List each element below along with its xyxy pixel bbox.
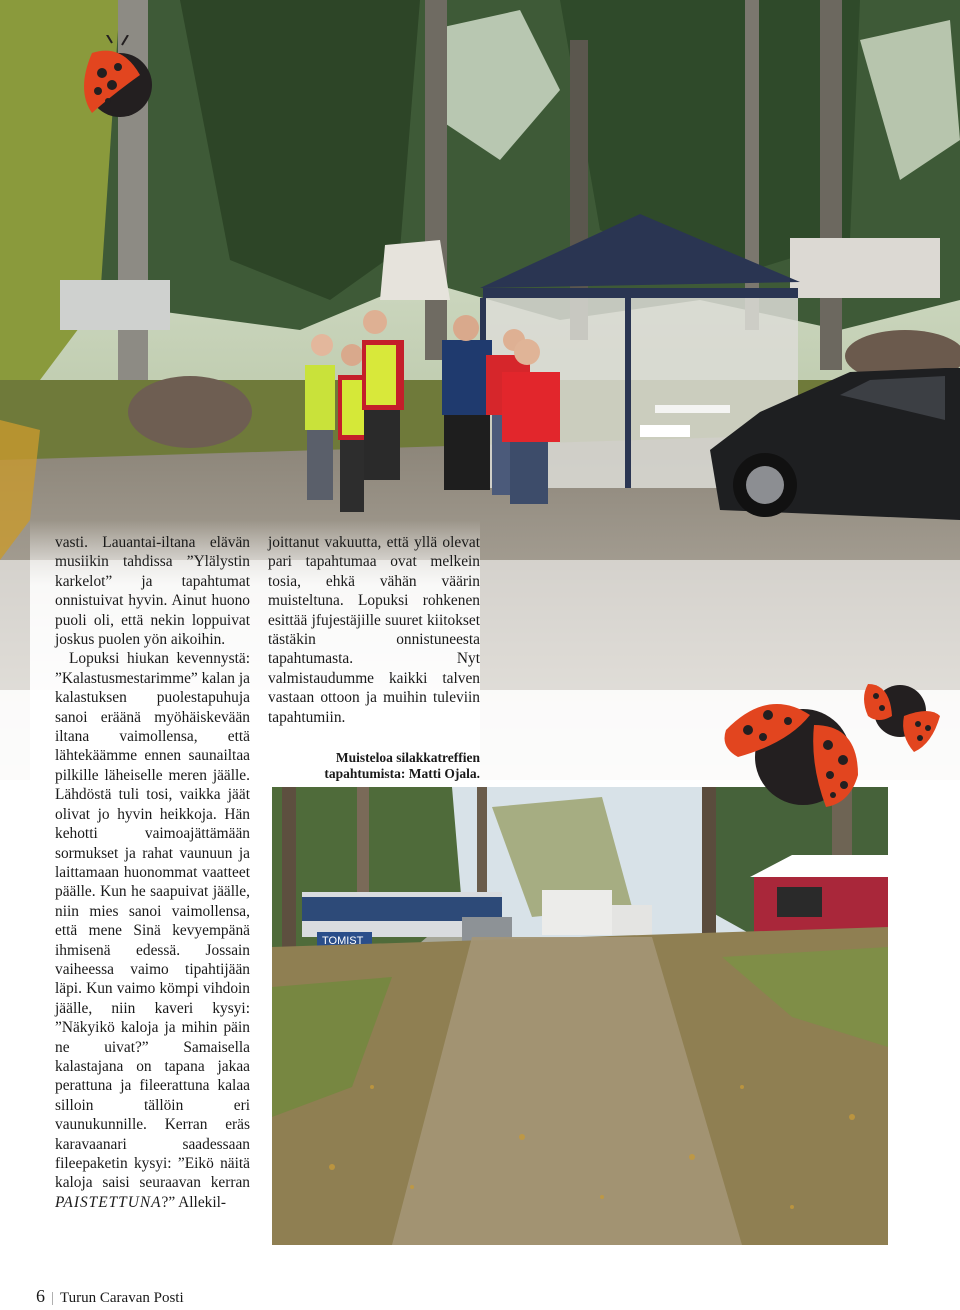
- page-footer: [36, 1286, 184, 1307]
- bottom-photo: [272, 787, 888, 1245]
- paragraph-2: [55, 649, 250, 1212]
- emphasis-paistettuna: PAISTETTUNA: [55, 1193, 162, 1211]
- footer-separator: |: [51, 1290, 55, 1306]
- paragraph-3: joittanut vakuutta, että yllä olevat pari tapahtumaa ovat melkein tosia, ehkä vähän väärin muisteltuna. Lopuksi rohkenen esittää jfujestäjille suuret kiitokset tästäkin onnistuneesta tapahtumasta. Nyt valmistaudumme kaikki talven vastaan ottoon ja muihin tuleviin tapahtumiin.: [268, 534, 480, 726]
- page-number: 6: [36, 1286, 45, 1306]
- publication-name: Turun Caravan Posti: [60, 1290, 184, 1306]
- paragraph-1: vasti. Lauantai-iltana elävän musiikin tahdissa ”Ylälystin karkelot” ja tapahtumat onnistuivat hyvin. Ainut huono puoli oli, että nekin loppuivat joskus puolen yön aikoihin.: [55, 534, 250, 649]
- ladybug-small-icon: [860, 676, 945, 761]
- article-left-column: [55, 533, 250, 1212]
- article-right-column: [268, 533, 480, 727]
- ladybug-top-left-icon: [72, 35, 162, 125]
- campsite-sign-text: TOMIST: [322, 935, 364, 947]
- photo-caption: Muisteloa silakkatreffien tapahtumista: Matti Ojala.: [324, 750, 480, 781]
- paragraph-2-tail: ?” Allekil-: [161, 1193, 227, 1211]
- ladybug-large-icon: [718, 685, 868, 815]
- paragraph-2-text: Lopuksi hiukan kevennystä: ”Kalastusmestarimme” kalan ja kalastuksen puolestapuhuja sanoi eräänä myöhäiskevään iltana vaimollensa, että lähtekäämme ennen saunailtaa pilkille läheiselle meren jäälle. Lähdöstä tuli tosi, vaikka jäät olivat jo hyvin heikkoja. Hän kehotti vaimoajättämään sormukset ja rahat vaunuun ja laittamaan huonommat vaatteet päälle. Kun he saapuivat jäälle, niin mies sanoi vaimollensa, että mene Sinä kevyempänä ihmisenä edessä. Jossain vaiheessa vaimo tipahtijään läpi. Kun vaimo kömpi vihdoin jäälle, niin kaveri kysyi: ”Näkyikö kaloja ja mihin päin ne uivat?” Samaisella kalastajana on tapana jakaa perattuna ja fileerattuna kalaa silloin tällöin eri vaunukunnille. Kerran eräs karavaanari saadessaan fileepaketin kysyi: ”Eikö näitä kaloja saisi seuraavan kerran: [55, 650, 250, 1192]
